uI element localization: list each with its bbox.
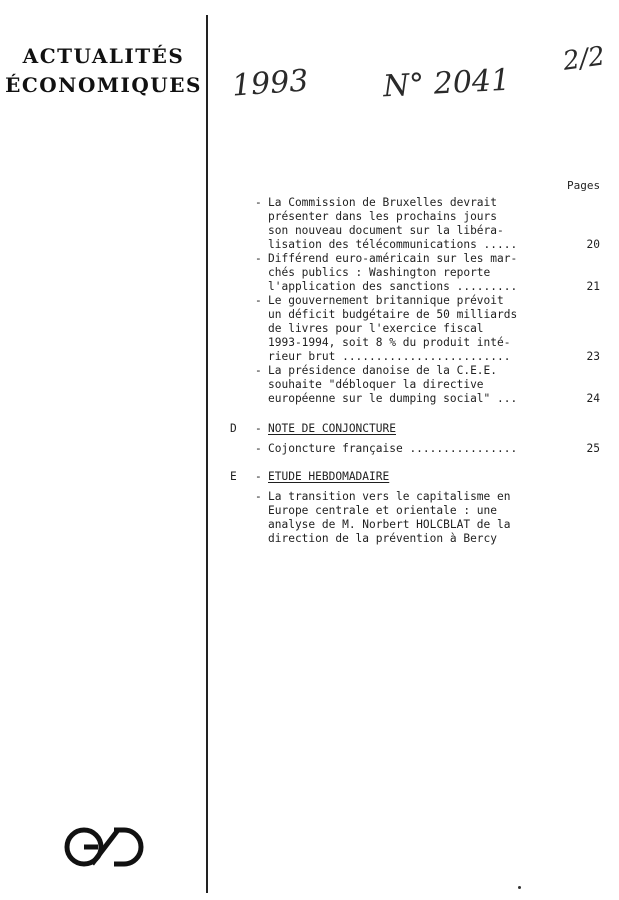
item-dash: - — [255, 442, 262, 455]
item-line: La présidence danoise de la C.E.E. — [268, 364, 498, 377]
item-dash: - — [255, 490, 262, 503]
item-line: son nouveau document sur la libéra- — [268, 224, 504, 237]
item-dash: - — [255, 294, 262, 307]
item-page-number: 25 — [586, 442, 600, 455]
handwritten-issue-number: N° 2041 — [382, 62, 511, 105]
toc-item — [230, 196, 600, 252]
item-line: souhaite "débloquer la directive — [268, 378, 484, 391]
item-page-number: 24 — [586, 392, 600, 405]
toc-item — [230, 442, 600, 456]
speck — [518, 886, 521, 889]
item-dash: - — [255, 196, 262, 209]
item-line: La Commission de Bruxelles devrait — [268, 196, 498, 209]
handwritten-fraction: 2/2 — [561, 41, 607, 77]
item-line: La transition vers le capitalisme en — [268, 490, 511, 503]
handwritten-year: 1993 — [230, 63, 310, 104]
section-letter: E — [230, 470, 237, 483]
section-letter: D — [230, 422, 237, 435]
section-title: NOTE DE CONJONCTURE — [268, 422, 396, 435]
masthead-line-1: ACTUALITÉS — [22, 44, 185, 68]
item-line: direction de la prévention à Bercy — [268, 532, 498, 545]
item-page-number: 23 — [586, 350, 600, 363]
section-title: ETUDE HEBDOMADAIRE — [268, 470, 390, 483]
section-dash: - — [255, 422, 262, 435]
toc-item — [230, 252, 600, 294]
table-of-contents — [230, 196, 600, 546]
item-line: Europe centrale et orientale : une — [268, 504, 498, 517]
item-line: chés publics : Washington reporte — [268, 266, 491, 279]
masthead-line-2: ÉCONOMIQUES — [5, 73, 202, 97]
item-line: rieur brut ......................... — [268, 350, 511, 363]
item-line: l'application des sanctions ......... — [268, 280, 518, 293]
item-dash: - — [255, 252, 262, 265]
item-dash: - — [255, 364, 262, 377]
item-page-number: 20 — [586, 238, 600, 251]
item-line: analyse de M. Norbert HOLCBLAT de la — [268, 518, 511, 531]
item-line: européenne sur le dumping social" ... — [268, 392, 518, 405]
item-line: lisation des télécommunications ..... — [268, 238, 518, 251]
section-heading-e — [230, 470, 600, 484]
section-dash: - — [255, 470, 262, 483]
item-line: présenter dans les prochains jours — [268, 210, 498, 223]
item-line: 1993-1994, soit 8 % du produit inté- — [268, 336, 511, 349]
toc-item — [230, 490, 600, 546]
gd-logo — [62, 826, 150, 868]
item-line: un déficit budgétaire de 50 milliards — [268, 308, 518, 321]
item-line: Différend euro-américain sur les mar- — [268, 252, 518, 265]
section-heading-d — [230, 422, 600, 436]
toc-item — [230, 294, 600, 364]
item-page-number: 21 — [586, 280, 600, 293]
item-line: de livres pour l'exercice fiscal — [268, 322, 484, 335]
item-line: Le gouvernement britannique prévoit — [268, 294, 504, 307]
masthead — [0, 42, 207, 100]
item-line: Cojoncture française ................ — [268, 442, 518, 455]
vertical-divider — [206, 15, 208, 893]
toc-item — [230, 364, 600, 406]
pages-column-header: Pages — [567, 179, 601, 192]
